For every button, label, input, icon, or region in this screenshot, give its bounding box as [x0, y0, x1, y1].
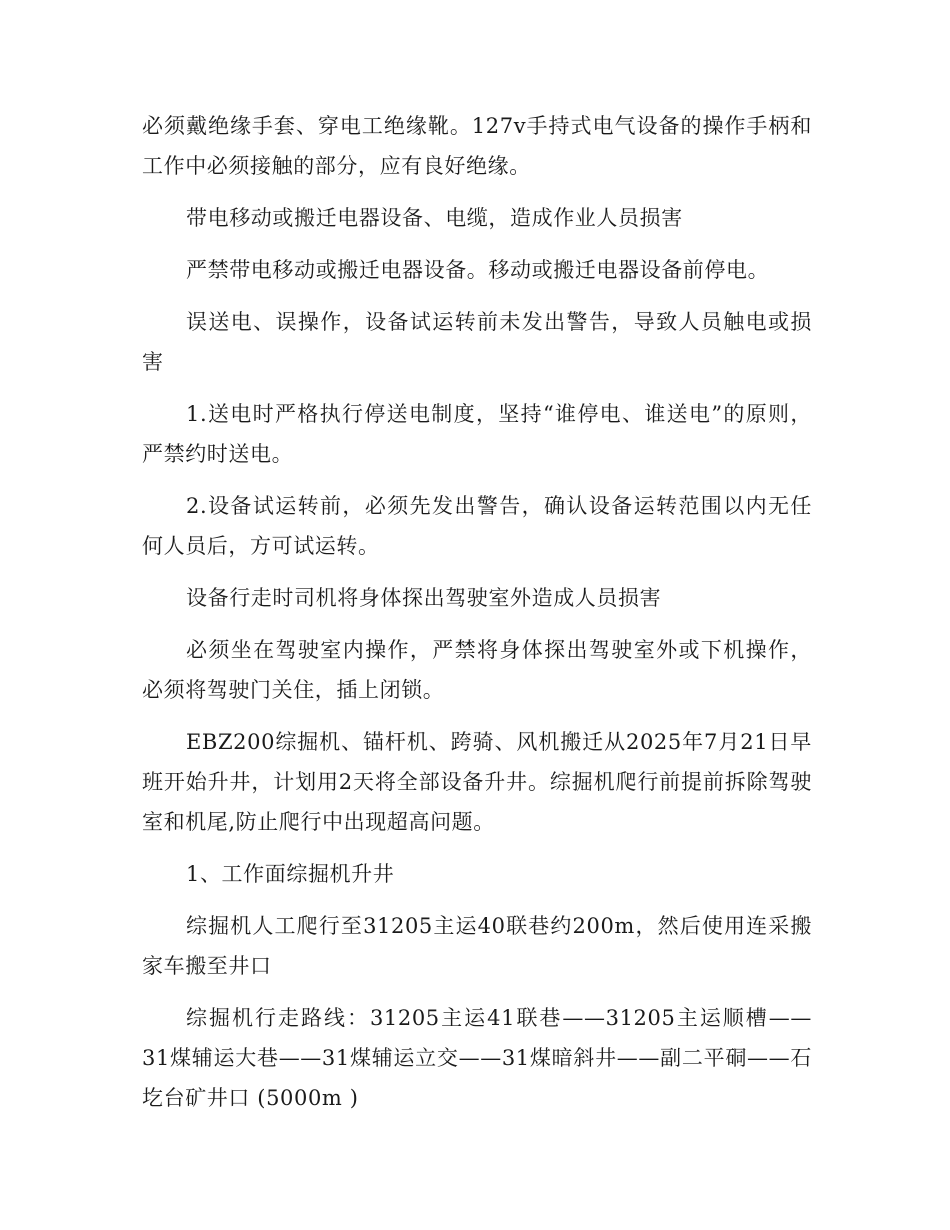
paragraph-measure-power-off: 严禁带电移动或搬迁电器设备。移动或搬迁电器设备前停电。	[186, 258, 770, 282]
paragraph-relocation-plan: EBZ200综掘机、锚杆机、跨骑、风机搬迁从2025年7月21日早班开始升井，计划用2天将全部设备升井。综掘机爬行前提前拆除驾驶室和机尾,防止爬行中出现超高问题。	[142, 730, 812, 834]
paragraph-measure-2-warning: 2.设备试运转前，必须先发出警告，确认设备运转范围以内无任何人员后，方可试运转。	[142, 494, 812, 558]
paragraph-measure-cab-operation: 必须坐在驾驶室内操作，严禁将身体探出驾驶室外或下机操作，必须将驾驶门关住，插上闭锁。	[142, 638, 812, 702]
paragraph-crawl-distance: 综掘机人工爬行至31205主运40联巷约200m，然后使用连采搬家车搬至井口	[142, 914, 812, 978]
document-body	[142, 106, 812, 1130]
paragraph-hazard-mis-energize: 误送电、误操作，设备试运转前未发出警告，导致人员触电或损害	[142, 310, 812, 374]
paragraph-travel-route: 综掘机行走路线：31205主运41联巷——31205主运顺槽——31煤辅运大巷——31煤辅运立交——31煤暗斜井——副二平硐——石圪台矿井口 (5000m )	[142, 1006, 812, 1110]
paragraph-measure-1-power-rule: 1.送电时严格执行停送电制度，坚持“谁停电、谁送电”的原则，严禁约时送电。	[142, 402, 812, 466]
paragraph-insulation-gloves: 必须戴绝缘手套、穿电工绝缘靴。127v手持式电气设备的操作手柄和工作中必须接触的部分，应有良好绝缘。	[142, 114, 812, 178]
section-heading-roadheader-ascent: 1、工作面综掘机升井	[186, 862, 395, 886]
paragraph-hazard-driver-leaning: 设备行走时司机将身体探出驾驶室外造成人员损害	[186, 586, 662, 610]
paragraph-hazard-live-moving: 带电移动或搬迁电器设备、电缆，造成作业人员损害	[186, 206, 683, 230]
